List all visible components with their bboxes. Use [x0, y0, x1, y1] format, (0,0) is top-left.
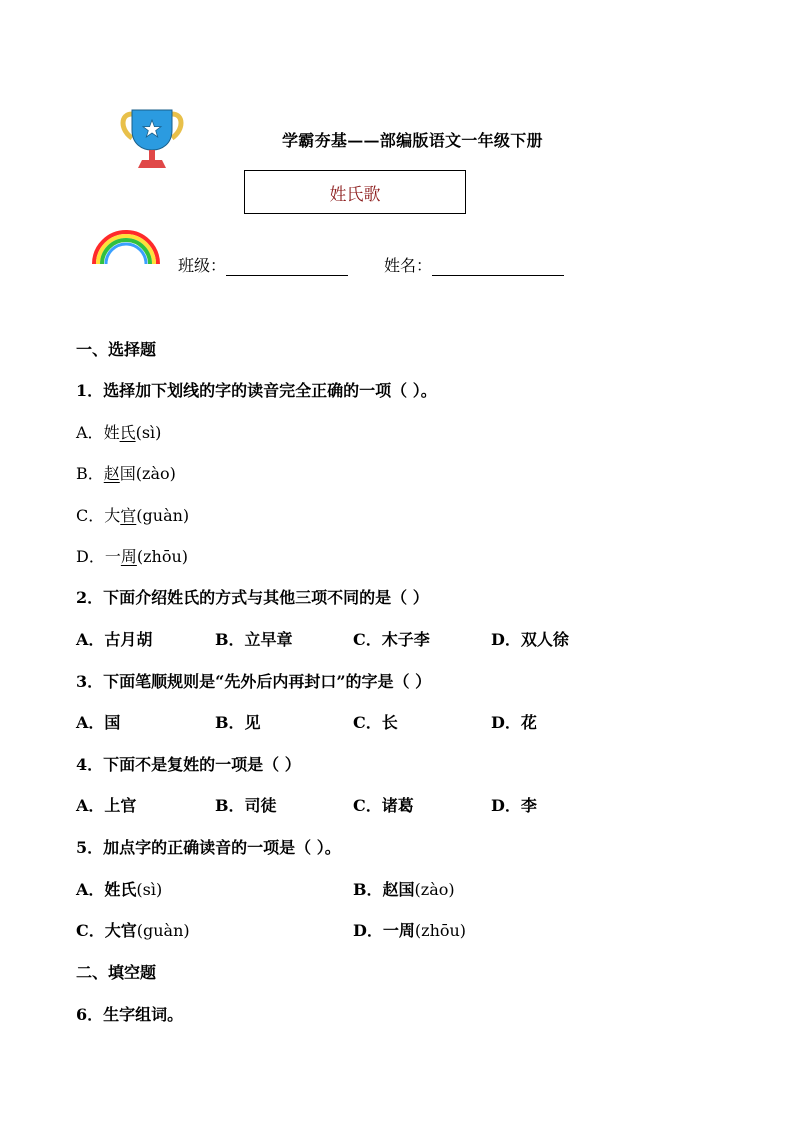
q3-option-c: C．长: [353, 713, 398, 732]
q1-option-c: C．大官(guàn): [76, 506, 190, 525]
name-label: 姓名：: [384, 256, 433, 275]
q1-option-a: A．姓氏(sì): [76, 423, 162, 442]
class-field: [178, 253, 348, 276]
section1-heading: 一、选择题: [76, 340, 157, 359]
q4-option-a: A．上官: [76, 796, 137, 815]
q3-option-a: A．国: [76, 713, 121, 732]
q2-option-d: D．双人徐: [491, 630, 569, 649]
q4-option-b: B．司徒: [215, 796, 277, 815]
q3-option-d: D．花: [491, 713, 537, 732]
lesson-title-box: [244, 170, 466, 214]
q6-stem: 6．生字组词。: [76, 1005, 184, 1024]
q5-option-b: B．赵国(zào): [353, 880, 455, 899]
rainbow-icon: [90, 226, 162, 266]
q3-option-b: B．见: [215, 713, 261, 732]
q4-option-d: D．李: [491, 796, 537, 815]
name-field: [384, 253, 564, 276]
q2-option-c: C．木子李: [353, 630, 430, 649]
name-blank[interactable]: [432, 257, 564, 276]
class-label: 班级：: [178, 256, 227, 275]
q2-stem: 2．下面介绍姓氏的方式与其他三项不同的是（ ）: [76, 588, 429, 607]
q4-option-c: C．诸葛: [353, 796, 414, 815]
q1-option-d: D．一周(zhōu): [76, 547, 189, 566]
section2-heading: 二、填空题: [76, 963, 157, 982]
q2-option-b: B．立早章: [215, 630, 293, 649]
q5-option-a: A．姓氏(sì): [76, 880, 163, 899]
q3-stem: 3．下面笔顺规则是“先外后内再封口”的字是（ ）: [76, 672, 432, 691]
q2-option-a: A．古月胡: [76, 630, 153, 649]
q5-stem: 5．加点字的正确读音的一项是（ ）。: [76, 838, 341, 857]
trophy-icon: [118, 108, 186, 170]
q1-option-b: B．赵国(zào): [76, 464, 176, 483]
lesson-title: 姓氏歌: [329, 184, 381, 205]
q1-stem: 1．选择加下划线的字的读音完全正确的一项（ ）。: [76, 381, 437, 400]
document-title: 学霸夯基——部编版语文一年级下册: [282, 131, 543, 150]
q4-stem: 4．下面不是复姓的一项是（ ）: [76, 755, 301, 774]
q5-option-c: C．大官(guàn): [76, 921, 190, 940]
q5-option-d: D．一周(zhōu): [353, 921, 467, 940]
class-blank[interactable]: [226, 257, 348, 276]
